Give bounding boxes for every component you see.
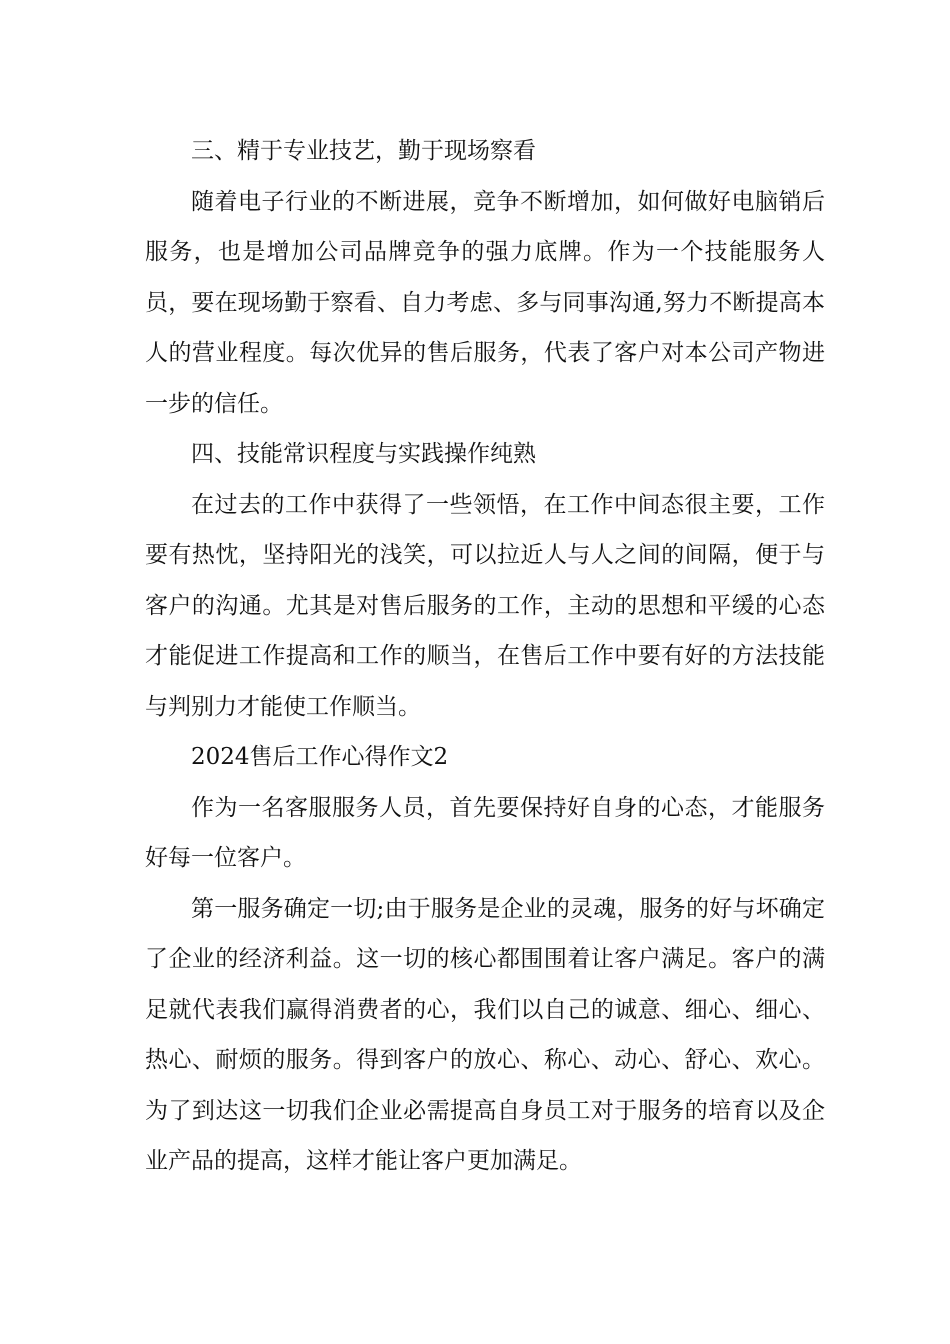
document-body	[145, 126, 825, 1187]
section-heading-3: 三、精于专业技艺，勤于现场察看	[191, 138, 536, 164]
paragraph: 在过去的工作中获得了一些领悟，在工作中间态很主要，工作要有热忱，坚持阳光的浅笑，可以拉近人与人之间的间隔，便于与客户的沟通。尤其是对售后服务的工作，主动的思想和平缓的心态才能促进工作提高和工作的顺当，在售后工作中要有好的方法技能与判别力才能使工作顺当。	[145, 491, 825, 720]
section-heading-4: 四、技能常识程度与实践操作纯熟	[191, 441, 536, 467]
paragraph: 第一服务确定一切;由于服务是企业的灵魂，服务的好与坏确定了企业的经济利益。这一切的核心都围围着让客户满足。客户的满足就代表我们赢得消费者的心，我们以自己的诚意、细心、细心、热心、耐烦的服务。得到客户的放心、称心、动心、舒心、欢心。为了到达这一切我们企业必需提高自身员工对于服务的培育以及企业产品的提高，这样才能让客户更加满足。	[145, 895, 825, 1174]
paragraph: 随着电子行业的不断进展，竞争不断增加，如何做好电脑销后服务，也是增加公司品牌竞争的强力底牌。作为一个技能服务人员，要在现场勤于察看、自力考虑、多与同事沟通,努力不断提高本人的营业程度。每次优异的售后服务，代表了客户对本公司产物进一步的信任。	[145, 188, 825, 417]
paragraph: 作为一名客服服务人员，首先要保持好自身的心态，才能服务好每一位客户。	[145, 794, 825, 871]
essay-title: 2024售后工作心得作文2	[191, 744, 449, 770]
